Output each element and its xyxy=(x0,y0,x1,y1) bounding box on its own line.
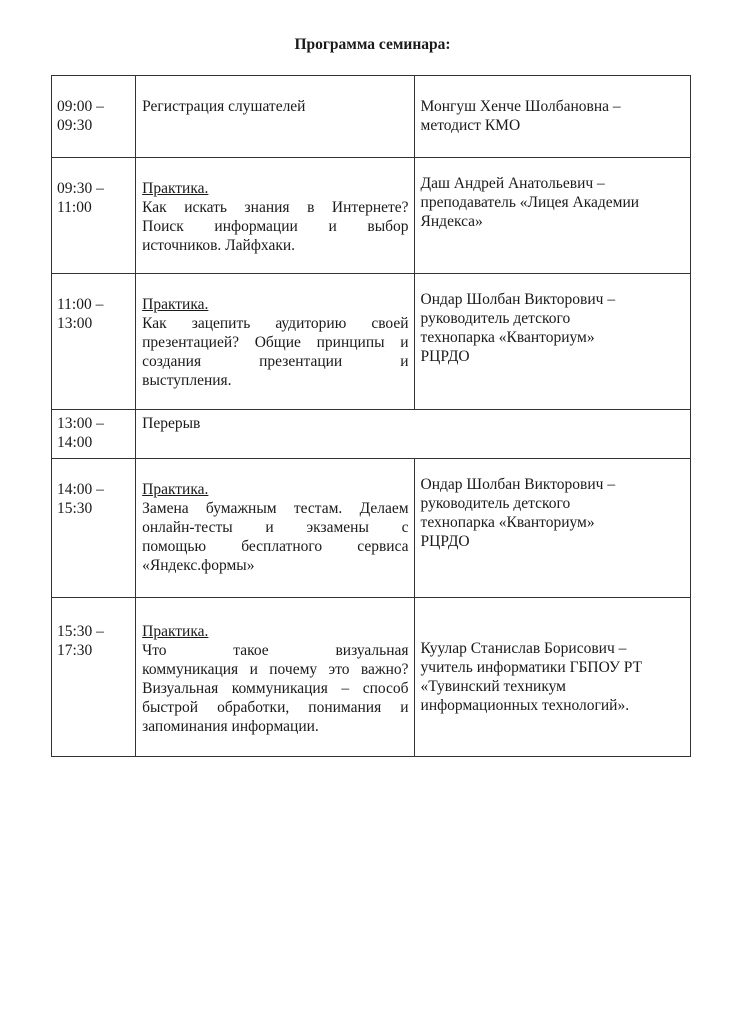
time-cell xyxy=(52,76,136,158)
speaker-cell xyxy=(414,76,690,158)
speaker-cell xyxy=(414,158,690,274)
page-title: Программа семинара: xyxy=(294,36,451,53)
speaker-line: «Тувинский техникум xyxy=(420,678,566,695)
topic-line: Как зацепить аудиторию своей xyxy=(142,315,409,332)
topic-line: Визуальная коммуникация – способ xyxy=(142,680,409,697)
speaker-line: РЦРДО xyxy=(420,348,470,365)
topic-heading: Практика. xyxy=(142,296,209,313)
schedule-row xyxy=(52,76,691,158)
time-start: 11:00 – xyxy=(57,296,104,313)
topic-line: коммуникация и почему это важно? xyxy=(142,661,409,678)
topic-cell xyxy=(136,598,414,757)
time-end: 11:00 xyxy=(57,199,92,216)
speaker-line: Даш Андрей Анатольевич – xyxy=(420,175,605,192)
topic-line: быстрой обработки, понимания и xyxy=(142,699,409,716)
topic-heading: Практика. xyxy=(142,623,209,640)
speaker-line: Ондар Шолбан Викторович – xyxy=(420,476,616,493)
topic-line: помощью бесплатного сервиса xyxy=(142,538,409,555)
topic-cell xyxy=(136,76,414,158)
topic-line: «Яндекс.формы» xyxy=(142,557,255,574)
topic-cell xyxy=(136,274,414,410)
topic-line: Что такое визуальная xyxy=(142,642,409,659)
speaker-line: руководитель детского xyxy=(420,495,571,512)
topic-line: источников. Лайфхаки. xyxy=(142,237,296,254)
topic-line: Поиск информации и выбор xyxy=(142,218,409,235)
topic-line: создания презентации и xyxy=(142,353,409,370)
time-start: 15:30 – xyxy=(57,623,104,640)
time-end: 09:30 xyxy=(57,117,93,134)
time-end: 13:00 xyxy=(57,315,93,332)
speaker-line: Яндекса» xyxy=(420,213,483,230)
speaker-line: Монгуш Хенче Шолбановна – xyxy=(420,98,621,115)
speaker-line: руководитель детского xyxy=(420,310,571,327)
topic-heading: Практика. xyxy=(142,481,209,498)
speaker-line: методист КМО xyxy=(420,117,521,134)
speaker-line: технопарка «Кванториум» xyxy=(420,514,595,531)
time-start: 09:00 – xyxy=(57,98,104,115)
time-end: 15:30 xyxy=(57,500,93,517)
topic-cell xyxy=(136,459,414,598)
time-cell xyxy=(52,410,136,459)
time-cell xyxy=(52,598,136,757)
topic-heading: Практика. xyxy=(142,180,209,197)
speaker-cell xyxy=(414,598,690,757)
break-cell xyxy=(136,410,691,459)
topic-line: запоминания информации. xyxy=(142,718,319,735)
topic-line: выступления. xyxy=(142,372,232,389)
schedule-row xyxy=(52,274,691,410)
time-end: 14:00 xyxy=(57,434,93,451)
schedule-row xyxy=(52,158,691,274)
speaker-line: технопарка «Кванториум» xyxy=(420,329,595,346)
topic-line: Регистрация слушателей xyxy=(142,98,306,115)
time-start: 09:30 – xyxy=(57,180,104,197)
speaker-line: Куулар Станислав Борисович – xyxy=(420,640,627,657)
time-cell xyxy=(52,459,136,598)
topic-line: Как искать знания в Интернете? xyxy=(142,199,409,216)
speaker-line: информационных технологий». xyxy=(420,697,630,714)
schedule-row xyxy=(52,598,691,757)
time-end: 17:30 xyxy=(57,642,93,659)
speaker-line: преподаватель «Лицея Академии xyxy=(420,194,640,211)
speaker-cell xyxy=(414,459,690,598)
time-start: 14:00 – xyxy=(57,481,104,498)
speaker-line: учитель информатики ГБПОУ РТ xyxy=(420,659,643,676)
speaker-cell xyxy=(414,274,690,410)
time-cell xyxy=(52,274,136,410)
speaker-line: Ондар Шолбан Викторович – xyxy=(420,291,616,308)
time-cell xyxy=(52,158,136,274)
topic-line: Замена бумажным тестам. Делаем xyxy=(142,500,409,517)
topic-line: презентацией? Общие принципы и xyxy=(142,334,409,351)
break-label: Перерыв xyxy=(142,415,201,432)
schedule-row xyxy=(52,410,691,459)
speaker-line: РЦРДО xyxy=(420,533,470,550)
time-start: 13:00 – xyxy=(57,415,104,432)
topic-line: онлайн-тесты и экзамены с xyxy=(142,519,409,536)
topic-cell xyxy=(136,158,414,274)
schedule-table xyxy=(51,75,691,757)
schedule-row xyxy=(52,459,691,598)
